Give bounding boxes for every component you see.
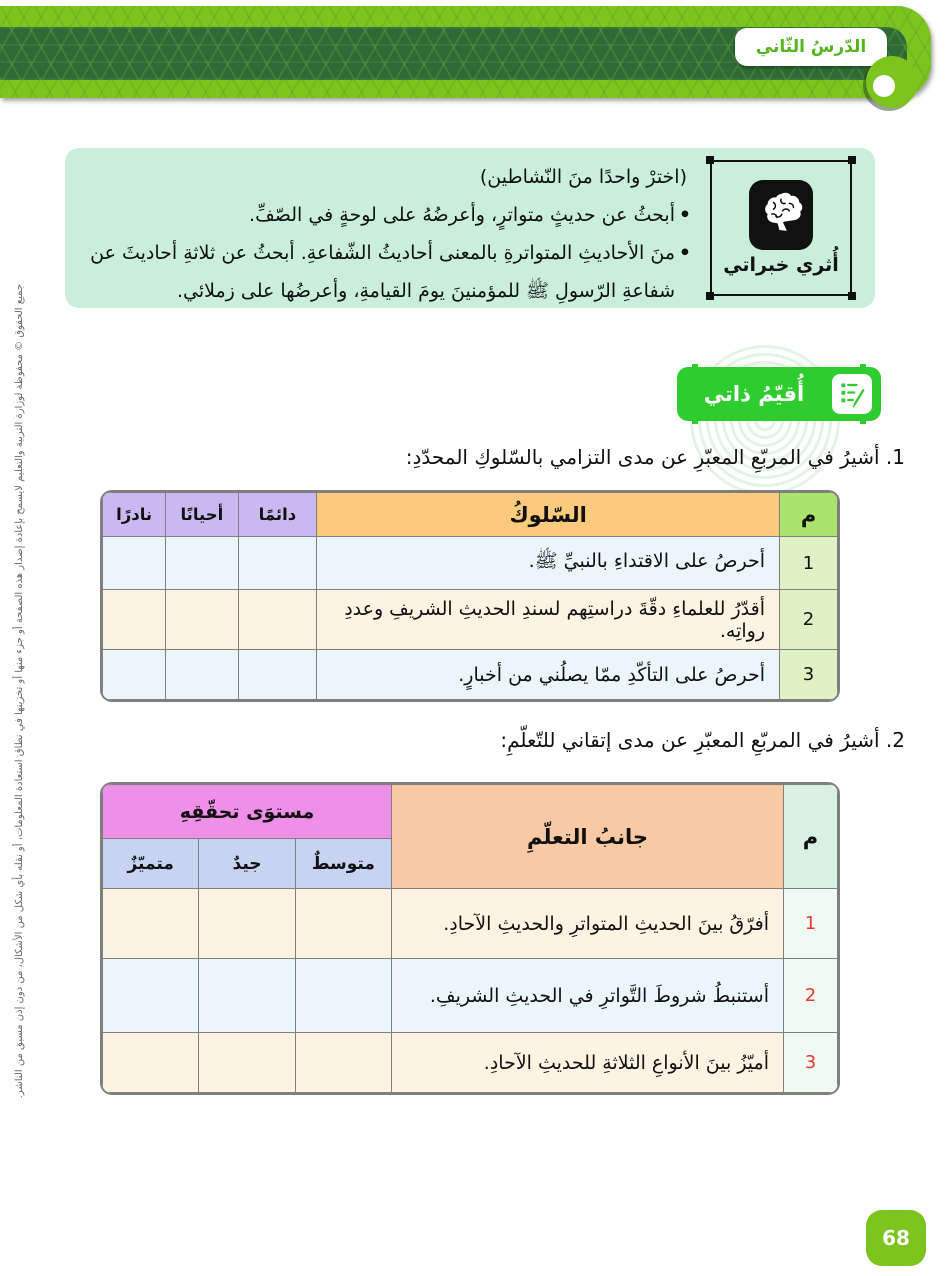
rating-cell-excellent[interactable] [103, 1033, 199, 1093]
behavior-text: أقدّرُ للعلماءِ دقّةَ دراستِهم لسندِ الحديثِ الشريفِ وعددِ رواتِه. [317, 590, 780, 650]
rating-cell-sometimes[interactable] [166, 537, 238, 590]
rating-cell-average[interactable] [295, 889, 391, 959]
row-number: 2 [780, 590, 838, 650]
enrich-bullet-1: • أبحثُ عن حديثٍ متواترٍ، وأعرضُهُ على لوحةٍ في الصّفِّ. [79, 196, 691, 234]
rating-cell-excellent[interactable] [103, 959, 199, 1033]
ring-ornament-icon [866, 56, 918, 108]
learning-aspect-text: أستنبطُ شروطَ التَّواترِ في الحديثِ الشريفِ. [392, 959, 784, 1033]
scale-header-sometimes: أحيانًا [166, 493, 238, 537]
level-header-good: جيدٌ [199, 839, 295, 889]
behavior-text: أحرصُ على التأكّدِ ممّا يصلُني من أخبارٍ. [317, 650, 780, 700]
num-column-header: م [780, 493, 838, 537]
behavior-column-header: السّلوكُ [317, 493, 780, 537]
enrich-badge-label: أُثري خبراتي [723, 254, 839, 276]
rating-cell-good[interactable] [199, 1033, 295, 1093]
rating-cell-excellent[interactable] [103, 889, 199, 959]
table-row [103, 650, 838, 700]
enrich-activity-text [75, 154, 697, 302]
lesson-title-label: الدّرسُ الثّاني [755, 37, 867, 57]
page-number: 68 [866, 1210, 926, 1266]
enrich-intro: (اخترْ واحدًا منَ النّشاطين) [479, 166, 687, 188]
rating-cell-sometimes[interactable] [166, 590, 238, 650]
num-column-header: م [784, 785, 838, 889]
bullet-icon: • [678, 242, 691, 264]
brain-icon [749, 180, 813, 250]
row-number: 2 [784, 959, 838, 1033]
bullet-icon: • [678, 204, 691, 226]
rating-cell-rarely[interactable] [103, 537, 166, 590]
instruction-1: 1. أشيرُ في المربّعِ المعبّرِ عن مدى التزامي بالسّلوكِ المحدّدِ: [405, 445, 905, 469]
rating-cell-always[interactable] [238, 590, 317, 650]
behavior-table [100, 490, 840, 702]
learning-aspect-text: أفرّقُ بينَ الحديثِ المتواترِ والحديثِ الآحادِ. [392, 889, 784, 959]
rating-cell-always[interactable] [238, 650, 317, 700]
behavior-text: أحرصُ على الاقتداءِ بالنبيِّ ﷺ. [317, 537, 780, 590]
checklist-pencil-icon [832, 374, 872, 414]
copyright-notice: جميع الحقوق © محفوظة لوزارة التربية والتعليم لايسمح بإعادة إصدار هذه الصفحة أو جزء منها أو تخزينها في نطاق استعادة المعلومات، أو نقله بأي شكل من الأشكال، من دون إذن مسبق من الناشر. [14, 284, 25, 1099]
table-row [103, 537, 838, 590]
behavior-table-header [103, 493, 838, 537]
enrich-bullet-2: • منَ الأحاديثِ المتواترةِ بالمعنى أحاديثُ الشّفاعةِ. أبحثُ عن ثلاثةِ أحاديثَ عن شفاعةِ الرّسولِ ﷺ للمؤمنينَ يومَ القيامةِ، وأعرضُها على زملائي. [79, 234, 691, 310]
table-row [103, 959, 838, 1033]
learning-table [100, 782, 840, 1095]
learning-table-header [103, 785, 838, 839]
decorative-bracket-frame [710, 160, 852, 296]
level-header-average: متوسطٌ [295, 839, 391, 889]
table-row [103, 1033, 838, 1093]
rating-cell-always[interactable] [238, 537, 317, 590]
rating-cell-good[interactable] [199, 889, 295, 959]
enrich-activity-box [65, 148, 875, 308]
rating-cell-rarely[interactable] [103, 590, 166, 650]
rating-cell-rarely[interactable] [103, 650, 166, 700]
instruction-2: 2. أشيرُ في المربّعِ المعبّرِ عن مدى إتقاني للتّعلّمِ: [500, 728, 905, 752]
enrich-badge [697, 154, 865, 302]
level-group-header: مستوَى تحقّقِهِ [103, 785, 392, 839]
table-row [103, 590, 838, 650]
rating-cell-good[interactable] [199, 959, 295, 1033]
table-row [103, 889, 838, 959]
level-header-excellent: متميّزٌ [103, 839, 199, 889]
rating-cell-sometimes[interactable] [166, 650, 238, 700]
learning-aspect-text: أميّزُ بينَ الأنواعِ الثلاثةِ للحديثِ الآحادِ. [392, 1033, 784, 1093]
row-number: 1 [780, 537, 838, 590]
scale-header-rarely: نادرًا [103, 493, 166, 537]
row-number: 3 [784, 1033, 838, 1093]
self-assess-banner-label: أُقيّمُ ذاتي [703, 382, 805, 406]
scale-header-always: دائمًا [238, 493, 317, 537]
self-assess-banner [678, 368, 880, 420]
row-number: 3 [780, 650, 838, 700]
rating-cell-average[interactable] [295, 959, 391, 1033]
lesson-title-pill [735, 28, 887, 66]
row-number: 1 [784, 889, 838, 959]
rating-cell-average[interactable] [295, 1033, 391, 1093]
aspect-column-header: جانبُ التعلّمِ [392, 785, 784, 889]
